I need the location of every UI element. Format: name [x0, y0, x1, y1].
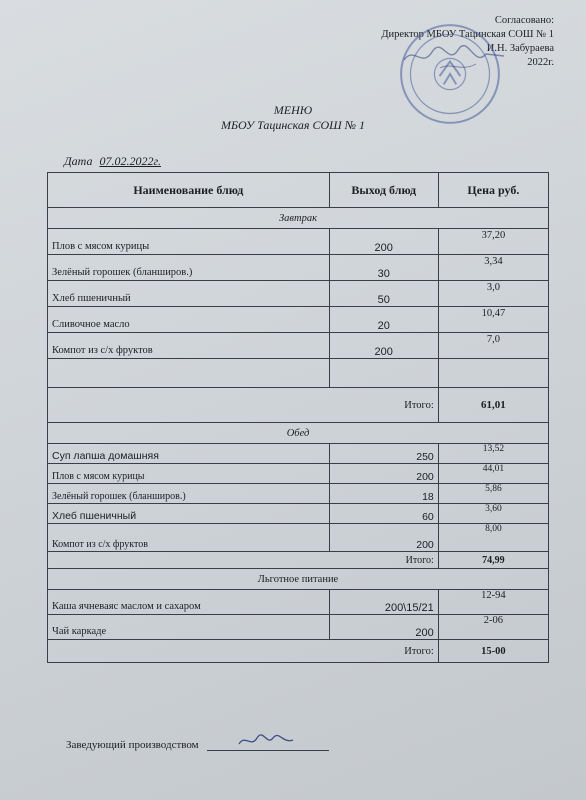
- dish-output: 50: [329, 281, 438, 307]
- dish-name: Компот из с/х фруктов: [48, 333, 330, 359]
- dish-price: 12-94: [438, 590, 548, 615]
- table-row: [48, 464, 549, 484]
- table-row: [48, 484, 549, 504]
- dish-output: 30: [329, 255, 438, 281]
- approval-director: Директор МБОУ Тацинская СОШ № 1: [381, 29, 554, 40]
- dish-name: Каша ячневаяс маслом и сахаром: [48, 590, 330, 615]
- dish-name: Компот из с/х фруктов: [48, 524, 330, 552]
- dish-price: 10,47: [438, 307, 548, 333]
- empty-cell: [48, 359, 330, 388]
- breakfast-total-row: [48, 388, 549, 423]
- dish-price: 3,60: [438, 504, 548, 524]
- dish-output: 20: [329, 307, 438, 333]
- empty-cell: [438, 359, 548, 388]
- lunch-total-row: [48, 552, 549, 569]
- dish-output: 250: [329, 444, 438, 464]
- manager-signature-icon: [237, 730, 297, 750]
- table-row: [48, 229, 549, 255]
- signature-blank: [207, 738, 329, 751]
- total-value: 74,99: [438, 552, 548, 569]
- table-row: [48, 615, 549, 640]
- director-signature-icon: [400, 38, 510, 78]
- menu-title: [0, 103, 586, 133]
- menu-title-line1: МЕНЮ: [273, 103, 313, 117]
- dish-name: Суп лапша домашняя: [48, 444, 330, 464]
- dish-output: 200: [329, 615, 438, 640]
- dish-output: 200\15/21: [329, 590, 438, 615]
- table-row: [48, 255, 549, 281]
- dish-name: Хлеб пшеничный: [48, 504, 330, 524]
- section-breakfast-title: Завтрак: [48, 208, 549, 229]
- dish-name: Плов с мясом курицы: [48, 229, 330, 255]
- date-label: Дата: [64, 154, 93, 168]
- menu-date: [64, 154, 161, 169]
- section-lunch: [48, 423, 549, 444]
- table-row: [48, 281, 549, 307]
- table-row: [48, 524, 549, 552]
- empty-cell: [329, 359, 438, 388]
- menu-table: [47, 172, 549, 663]
- header-price: Цена руб.: [438, 173, 548, 208]
- total-label: Итого:: [48, 552, 439, 569]
- section-benefit-title: Льготное питание: [48, 569, 549, 590]
- dish-name: Сливочное масло: [48, 307, 330, 333]
- section-benefit: [48, 569, 549, 590]
- dish-output: 200: [329, 229, 438, 255]
- approval-year: 2022г.: [527, 57, 554, 68]
- total-label: Итого:: [48, 388, 439, 423]
- dish-name: Хлеб пшеничный: [48, 281, 330, 307]
- section-lunch-title: Обед: [48, 423, 549, 444]
- dish-price: 13,52: [438, 444, 548, 464]
- total-value: 15-00: [438, 640, 548, 663]
- dish-price: 3,0: [438, 281, 548, 307]
- dish-name: Чай каркаде: [48, 615, 330, 640]
- dish-name: Зелёный горошек (бланширов.): [48, 255, 330, 281]
- date-value: 07.02.2022г.: [99, 154, 161, 168]
- dish-output: 18: [329, 484, 438, 504]
- table-row: [48, 590, 549, 615]
- table-row: [48, 307, 549, 333]
- header-output: Выход блюд: [329, 173, 438, 208]
- table-row: [48, 333, 549, 359]
- footer-signature-line: [66, 738, 329, 751]
- dish-price: 44,01: [438, 464, 548, 484]
- dish-output: 200: [329, 464, 438, 484]
- dish-price: 3,34: [438, 255, 548, 281]
- header-dish-name: Наименование блюд: [48, 173, 330, 208]
- dish-output: 200: [329, 333, 438, 359]
- table-row: [48, 444, 549, 464]
- table-row: [48, 504, 549, 524]
- dish-price: 7,0: [438, 333, 548, 359]
- dish-price: 2-06: [438, 615, 548, 640]
- footer-label: Заведующий производством: [66, 739, 199, 751]
- approval-name: И.Н. Забураева: [486, 43, 554, 54]
- total-value: 61,01: [438, 388, 548, 423]
- dish-price: 8,00: [438, 524, 548, 552]
- menu-title-line2: МБОУ Тацинская СОШ № 1: [220, 118, 366, 132]
- benefit-total-row: [48, 640, 549, 663]
- dish-name: Плов с мясом курицы: [48, 464, 330, 484]
- table-header-row: [48, 173, 549, 208]
- dish-price: 37,20: [438, 229, 548, 255]
- dish-output: 60: [329, 504, 438, 524]
- section-breakfast: [48, 208, 549, 229]
- dish-price: 5,86: [438, 484, 548, 504]
- approval-heading: Согласовано:: [494, 15, 554, 26]
- dish-name: Зелёный горошек (бланширов.): [48, 484, 330, 504]
- dish-output: 200: [329, 524, 438, 552]
- table-row-empty: [48, 359, 549, 388]
- total-label: Итого:: [48, 640, 439, 663]
